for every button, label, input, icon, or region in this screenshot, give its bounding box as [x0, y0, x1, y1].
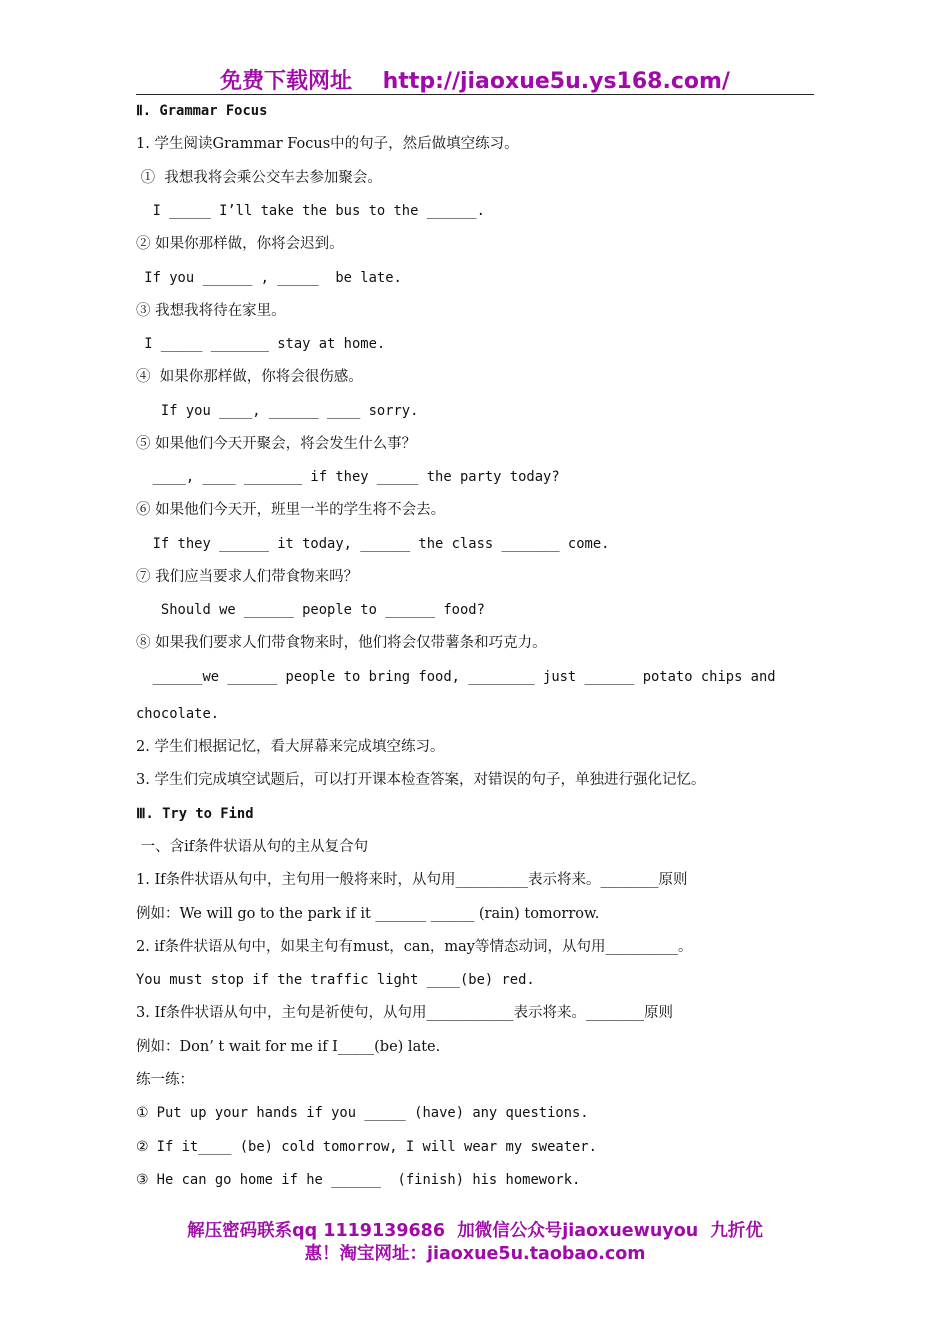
practice-item: ② If it____ (be) cold tomorrow, I will wear my sweater.	[136, 1139, 597, 1155]
header-divider	[136, 94, 814, 95]
exercise-chinese: ⑦ 我们应当要求人们带食物来吗？	[136, 569, 359, 585]
exercise-english: I _____ I’ll take the bus to the ______.	[136, 203, 485, 219]
exercise-english: I _____ _______ stay at home.	[136, 336, 386, 352]
exercise-chinese: ⑥ 如果他们今天开，班里一半的学生将不会去。	[136, 502, 446, 518]
exercise-english: If you ______ , _____ be late.	[136, 270, 402, 286]
exercise-english: ______we ______ people to bring food, ________ just ______ potato chips and	[136, 669, 776, 685]
practice-heading: 练一练：	[136, 1072, 194, 1088]
footer-shop-link[interactable]: 惠！淘宝网址：jiaoxue5u.taobao.com	[304, 1244, 646, 1264]
exercise-english: ____, ____ _______ if they _____ the party today?	[136, 469, 560, 485]
practice-item: ① Put up your hands if you _____ (have) any questions.	[136, 1105, 589, 1121]
header-download-link[interactable]: 免费下载网址 http://jiaoxue5u.ys168.com/	[220, 69, 730, 94]
exercise-chinese: ② 如果你那样做，你将会迟到。	[136, 236, 344, 252]
section-heading-try-to-find: Ⅲ. Try to Find	[136, 806, 254, 822]
example-line: 例如：We will go to the park if it _______ ______ (rain) tomorrow.	[136, 906, 600, 922]
example-line: You must stop if the traffic light ____(be) red.	[136, 972, 535, 988]
section-heading-grammar-focus: Ⅱ. Grammar Focus	[136, 103, 268, 119]
exercise-chinese: ⑤ 如果他们今天开聚会，将会发生什么事？	[136, 436, 417, 452]
rule-line: 3. If条件状语从句中，主句是祈使句，从句用____________表示将来。________原则	[136, 1005, 674, 1021]
rule-line: 1. If条件状语从句中，主句用一般将来时，从句用__________表示将来。________原则	[136, 872, 688, 888]
exercise-english-continued: chocolate.	[136, 706, 220, 722]
example-line: 例如：Don’ t wait for me if I_____(be) late.	[136, 1039, 441, 1055]
exercise-chinese: ③ 我想我将待在家里。	[136, 303, 286, 319]
exercise-english: Should we ______ people to ______ food?	[136, 602, 485, 618]
exercise-chinese: ⑧ 如果我们要求人们带食物来时，他们将会仅带薯条和巧克力。	[136, 635, 547, 651]
exercise-english: If they ______ it today, ______ the class _______ come.	[136, 536, 610, 552]
exercise-chinese: ① 我想我将会乘公交车去参加聚会。	[136, 170, 382, 186]
exercise-english: If you ____, ______ ____ sorry.	[136, 403, 419, 419]
practice-item: ③ He can go home if he ______ (finish) his homework.	[136, 1172, 581, 1188]
exercise-chinese: ④ 如果你那样做，你将会很伤感。	[136, 369, 363, 385]
instruction-line: 2. 学生们根据记忆，看大屏幕来完成填空练习。	[136, 739, 445, 755]
instruction-line: 1. 学生阅读Grammar Focus中的句子，然后做填空练习。	[136, 136, 519, 152]
instruction-line: 3. 学生们完成填空试题后，可以打开课本检查答案，对错误的句子，单独进行强化记忆。	[136, 772, 706, 788]
footer-contact-line: 解压密码联系qq 1119139686 加微信公众号jiaoxuewuyou 九折优	[187, 1221, 763, 1241]
subsection-heading: 一、含if条件状语从句的主从复合句	[136, 839, 369, 855]
rule-line: 2. if条件状语从句中，如果主句有must，can，may等情态动词，从句用__________。	[136, 939, 693, 955]
